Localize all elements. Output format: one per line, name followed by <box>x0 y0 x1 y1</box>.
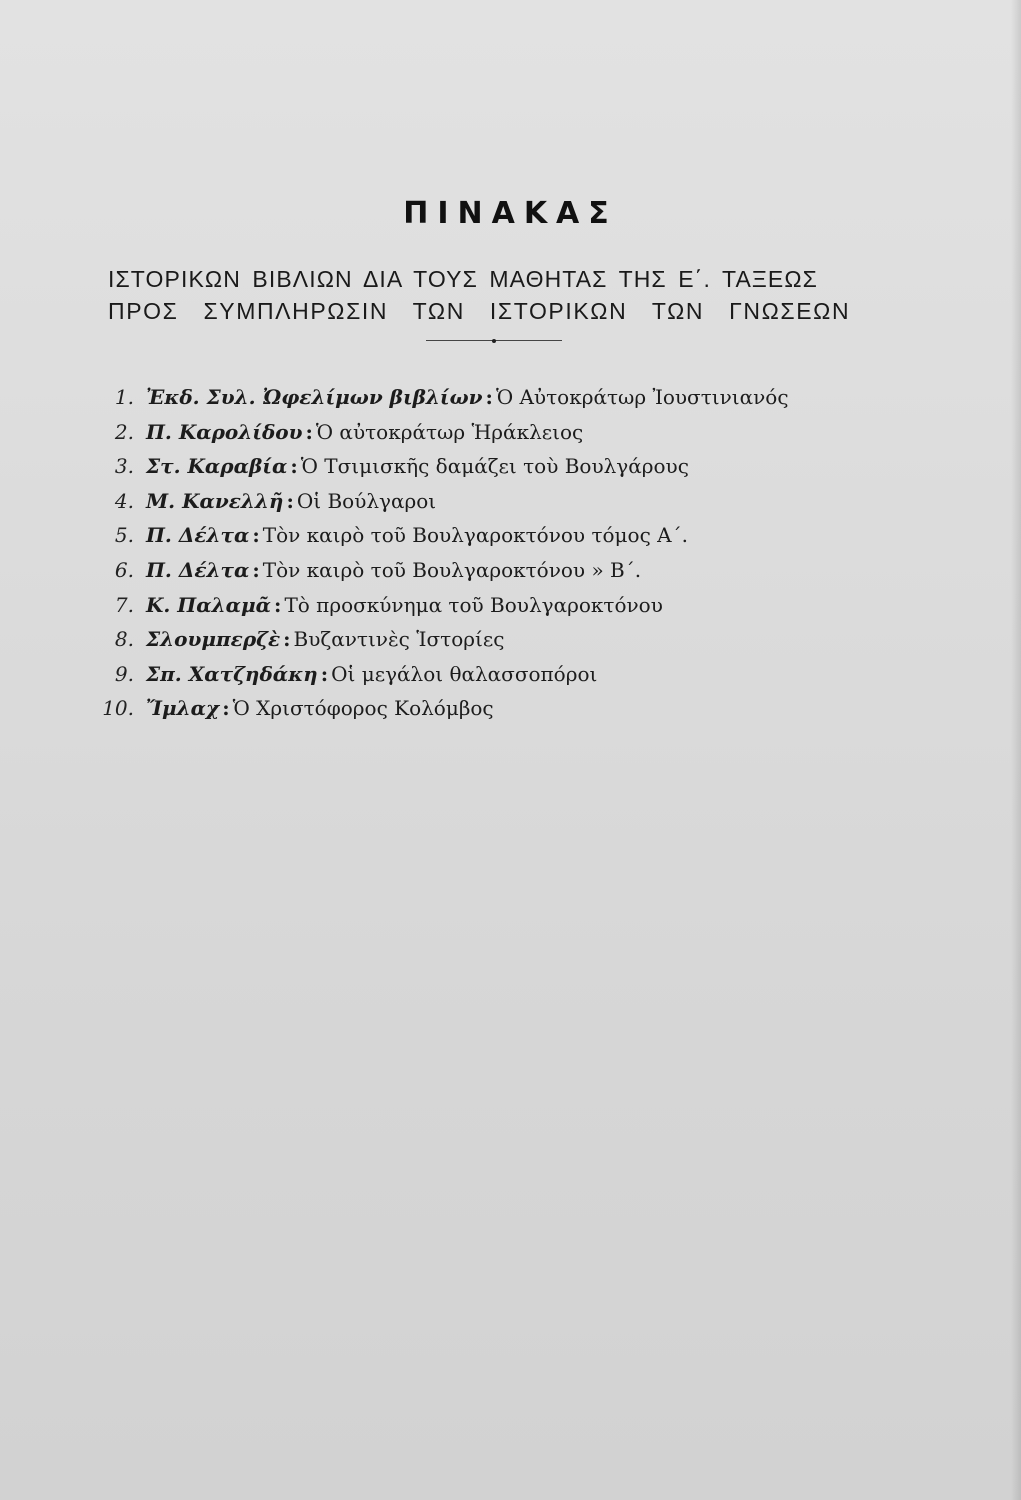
entry-title: Οἱ Βούλγαροι <box>296 488 437 513</box>
entry-number: 9. <box>114 661 134 686</box>
entry-text <box>146 489 436 513</box>
ornamental-rule <box>426 339 562 343</box>
entry-separator: : <box>320 661 329 686</box>
entry-author: Ἴμλαχ <box>146 696 220 721</box>
entry-separator: : <box>286 488 294 513</box>
entry-separator: : <box>252 557 260 582</box>
entry-text <box>146 593 663 617</box>
entry-author: Π. Καρολίδου <box>146 419 303 444</box>
list-item <box>0 489 1021 524</box>
entry-title: Ὁ Τσιμισκῆς δαμάζει τοὺ Βουλγάρους <box>300 454 689 479</box>
entry-number: 5. <box>114 523 134 548</box>
entry-author: Κ. Παλαμᾶ <box>146 592 272 617</box>
entry-separator: : <box>305 419 313 444</box>
entry-text <box>146 523 688 547</box>
entry-number: 6. <box>114 557 134 582</box>
list-item <box>0 454 1021 489</box>
entry-title: Τὸν καιρὸ τοῦ Βουλγαροκτόνου τόμος Α΄. <box>262 523 688 548</box>
entry-title: Ὁ Χριστόφορος Κολόμβος <box>232 696 494 721</box>
entry-author: Ἐκδ. Συλ. Ὠφελίμων βιβλίων <box>146 385 483 409</box>
entry-author: Π. Δέλτα <box>146 557 250 582</box>
entry-title: Ὁ Αὐτοκράτωρ Ἰουστινιανός <box>495 385 789 409</box>
entry-separator: : <box>290 454 298 479</box>
subtitle-line-1: ΙΣΤΟΡΙΚΩΝ ΒΙΒΛΙΩΝ ΔΙΑ ΤΟΥΣ ΜΑΘΗΤΑΣ ΤΗΣ Ε΄. ΤΑΞΕΩΣ <box>108 266 818 292</box>
list-item <box>0 420 1021 455</box>
entry-separator: : <box>222 696 230 721</box>
entry-text <box>146 454 689 478</box>
entry-text <box>146 627 504 651</box>
list-item <box>0 662 1021 697</box>
entry-separator: : <box>283 627 291 652</box>
entry-number: 7. <box>114 592 134 617</box>
entry-title: Ὁ αὐτοκράτωρ Ἡράκλειος <box>315 419 584 444</box>
entry-number: 4. <box>114 488 134 513</box>
page-title: ΠΙΝΑΚΑΣ <box>403 196 618 231</box>
list-item <box>0 627 1021 662</box>
entry-text <box>146 696 494 720</box>
entry-separator: : <box>252 523 260 548</box>
entry-title: Τὸν καιρὸ τοῦ Βουλγαροκτόνου » Β΄. <box>262 557 642 582</box>
entry-text <box>146 662 597 686</box>
entry-author: Π. Δέλτα <box>146 523 250 548</box>
entry-number: 3. <box>114 454 134 479</box>
entry-separator: : <box>485 385 493 409</box>
list-item <box>0 523 1021 558</box>
entry-title: Τὸ προσκύνημα τοῦ Βουλγαροκτόνου <box>284 592 663 617</box>
list-item <box>0 385 1021 420</box>
entry-title: Βυζαντινὲς Ἱστορίες <box>293 627 505 652</box>
entry-author: Στ. Καραβία <box>146 454 288 479</box>
list-item <box>0 558 1021 593</box>
book-list <box>0 385 1021 731</box>
subtitle-line-2: ΠΡΟΣ ΣΥΜΠΛΗΡΩΣΙΝ ΤΩΝ ΙΣΤΟΡΙΚΩΝ ΤΩΝ ΓΝΩΣΕΩΝ <box>108 298 851 324</box>
entry-separator: : <box>274 592 282 617</box>
entry-author: Σλουμπερζὲ <box>146 627 281 652</box>
entry-number: 1. <box>114 385 134 409</box>
list-item <box>0 696 1021 731</box>
entry-number: 2. <box>114 419 134 444</box>
entry-title: Οἱ μεγάλοι θαλασσοπόροι <box>331 661 598 686</box>
entry-text <box>146 558 641 582</box>
rule-dot <box>492 339 496 343</box>
entry-author: Μ. Κανελλῆ <box>146 488 284 513</box>
entry-number: 8. <box>114 627 134 652</box>
entry-text <box>146 420 583 444</box>
entry-author: Σπ. Χατζηδάκη <box>146 661 318 686</box>
list-item <box>0 593 1021 628</box>
entry-text <box>146 385 789 409</box>
entry-number: 10. <box>102 696 134 721</box>
